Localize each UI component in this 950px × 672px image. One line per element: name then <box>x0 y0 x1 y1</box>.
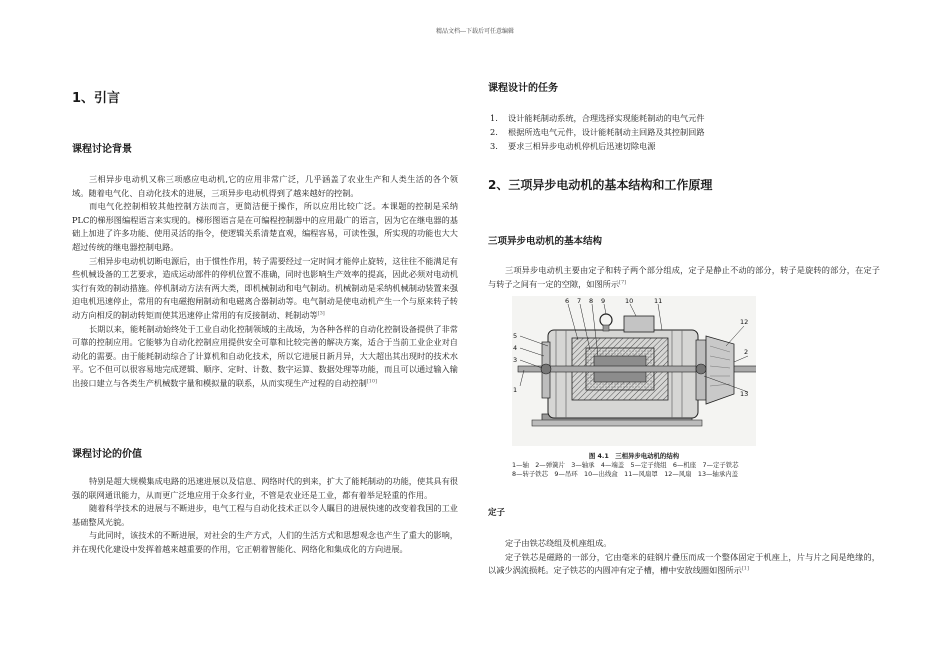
motor-structure-figure <box>512 296 756 478</box>
stator-text <box>488 537 880 578</box>
task-list <box>490 111 880 153</box>
paragraph: 随着科学技术的进展与不断进步，电气工程与自动化技术正以令人瞩目的进展快速的改变着我国的工业基础整风光貌。 <box>72 503 458 527</box>
value-text <box>72 475 458 557</box>
value-heading: 课程讨论的价值 <box>72 449 142 460</box>
figure-label: 8 <box>589 297 594 305</box>
paragraph: 定子由铁芯绕组及机座组成。 <box>505 538 612 548</box>
citation: [10] <box>366 378 378 385</box>
figure-label: 7 <box>577 297 582 305</box>
paragraph: 定子铁芯是磁路的一部分，它由毫米的硅钢片叠压而成一个整体固定于机座上，片与片之间是绝缘的，以减少涡流损耗。定子铁芯的内圆冲有定子槽，槽中安放线圈如图所示[1] <box>488 551 880 576</box>
task-item: 3. 要求三相异步电动机停机后迅速切除电源 <box>490 141 656 151</box>
section-2-title: 2、三项异步电动机的基本结构和工作原理 <box>488 178 713 192</box>
background-text <box>72 173 458 391</box>
figure-label: 2 <box>744 348 749 356</box>
structure-text <box>488 264 880 291</box>
citation: [1] <box>741 565 749 572</box>
header-note: 精品文档---下载后可任意编辑 <box>435 28 515 35</box>
figure-label: 6 <box>565 297 570 305</box>
task-item: 2. 根据所选电气元件，设计能耗制动主回路及其控制回路 <box>490 127 705 137</box>
citation: [7] <box>619 278 627 285</box>
figure-label: 12 <box>740 318 749 326</box>
section-1-title: 1、引言 <box>72 91 121 106</box>
paragraph: 特别是超大规模集成电路的迅速进展以及信息、网络时代的到来，扩大了能耗制动的功能，使其具有很强的联网通讯能力，从而更广泛地应用于众多行业，不管是农业还是工业，都有着举足轻重的作用。 <box>72 476 458 500</box>
paragraph: 而电气化控制相较其他控制方法而言，更简洁便于操作，所以应用比较广泛。本课题的控制是采纳PLC的梯形图编程语言来实现的。梯形图语言是在可编程控制器中的应用最广的语言，因为它在继电器的基础上加进了许多功能、使用灵活的指令，使逻辑关系清楚直观，编程容易，可读性强，所实现的功能也大大超过传统的继电器控制电路。 <box>72 201 458 252</box>
paragraph: 三相异步电动机切断电源后，由于惯性作用，转子需要经过一定时间才能停止旋转，这往往不能满足有些机械设备的工艺要求，造成运动部件的停机位置不准确，同时也影响生产效率的提高，因此必须对电动机实行有效的制动措施。停机制动方法有两大类，即机械制动和电气制动。机械制动是采纳机械制动装置来强迫电机迅速停止，常用的有电磁抱闸制动和电磁离合器制动等。电气制动是使电动机产生一个与原来转子转动方向相反的制动转矩而使其迅速停止常用的有反接制动、耗制动等[3] <box>72 255 458 320</box>
task-heading: 课程设计的任务 <box>488 83 558 94</box>
motor-diagram <box>512 296 756 446</box>
stator-heading: 定子 <box>488 508 506 518</box>
figure-label: 9 <box>601 297 606 305</box>
figure-label: 1 <box>513 386 518 394</box>
figure-label: 5 <box>513 332 518 340</box>
structure-heading: 三项异步电动机的基本结构 <box>488 236 603 247</box>
paragraph: 长期以来，能耗制动始终处于工业自动化控制领域的主战场，为各种各样的自动化控制设备提供了非常可靠的控制应用。它能够为自动化控制应用提供安全可靠和比较完善的解决方案，适合于当前工业企业对自动化的需要。由于能耗制动综合了计算机和自动化技术，所以它进展日新月异，大大超出其出现时的技术水平。它不但可以很容易地完成逻辑、顺序、定时、计数、数字运算、数据处理等功能，而且可以通过输入输出接口建立与各类生产机械数字量和模拟量的联系，从而实现生产过程的自动控制[10] <box>72 323 458 388</box>
paragraph: 三项异步电动机主要由定子和转子两个部分组成，定子是静止不动的部分，转子是旋转的部分，在定子与转子之间有一定的空隙，如图所示[7] <box>488 265 880 289</box>
figure-label: 13 <box>740 390 749 398</box>
figure-caption-line: 1—轴 2—弹簧片 3—轴承 4—端盖 5—定子绕组 6—机座 7—定子铁芯 <box>512 461 739 469</box>
figure-label: 4 <box>513 344 518 352</box>
background-heading: 课程讨论背景 <box>72 144 132 155</box>
figure-label: 11 <box>654 297 663 305</box>
figure-caption-line: 8—转子铁芯 9—吊环 10—出线盒 11—风扇罩 12—风扇 13—轴承内盖 <box>512 470 738 478</box>
paragraph: 三相异步电动机又称三项感应电动机,它的应用非常广泛，几乎涵盖了农业生产和人类生活的各个领域。随着电气化、自动化技术的进展，三项异步电动机得到了越来越好的控制。 <box>72 174 458 198</box>
citation: [3] <box>317 310 325 317</box>
paragraph: 与此同时，该技术的不断进展，对社会的生产方式，人们的生活方式和思想观念也产生了重大的影响，并在现代化建设中发挥着越来越重要的作用，它正朝着智能化、网络化和集成化的方向进展。 <box>72 530 458 554</box>
task-item: 1. 设计能耗制动系统，合理选择实现能耗制动的电气元件 <box>490 113 705 123</box>
figure-label: 10 <box>625 297 634 305</box>
figure-caption-title: 图 4.1 三相异步电动机的结构 <box>588 452 680 460</box>
figure-label: 3 <box>513 356 518 364</box>
